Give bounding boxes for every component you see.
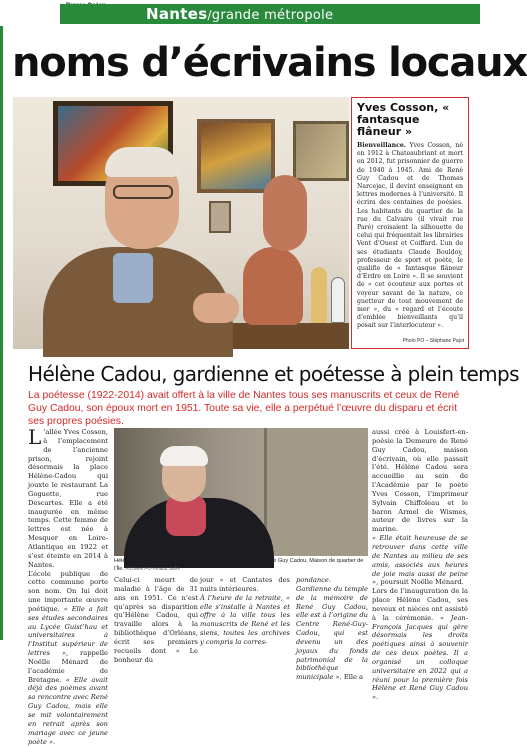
man-hair xyxy=(105,147,179,177)
painting-frame xyxy=(209,201,231,233)
section-banner xyxy=(60,4,480,24)
man-hand xyxy=(193,293,239,323)
quote: « Elle était heureuse de se retrouver dans cette ville de Nantes au milieu de ses amis, associés aux heures de joie mais aussi de peine » xyxy=(372,534,468,587)
article-column-1 xyxy=(28,425,108,746)
page-headline: noms d’écrivains locaux xyxy=(12,40,527,86)
article-column-4 xyxy=(296,576,368,682)
page-header xyxy=(0,0,480,26)
painting-frame xyxy=(197,119,275,193)
quote: À l’heure de la retraite, « elle s’installe à Nantes et offre à la ville tous les manuscrits de René et les siens, toutes les archives y compris la corres- xyxy=(200,593,290,646)
figurine xyxy=(311,267,327,323)
photo-helene-cadou xyxy=(114,428,368,556)
man-shirt xyxy=(113,253,153,303)
article-column-3 xyxy=(200,576,290,647)
woman-scarf xyxy=(166,496,206,536)
paragraph: L’école publique de cette commune porte son nom. On lui doit une importante œuvre poétique. xyxy=(28,569,108,613)
sculpture-head xyxy=(263,175,307,251)
article-subhead: La poétesse (1922-2014) avait offert à la ville de Nantes tous ses manuscrits et ceux de René Guy Cadou, son époux mort en 1951. Toute sa vie, elle a perpétué l’œuvre du disparu et écrit ses propres poésies. xyxy=(28,390,460,427)
article-column-2: Celui-ci meurt de maladie à l’âge de 31 ans en 1951. Ce n’est qu’après sa disparition qu’Hélène Cadou, qui travaille alors à la bibliothèque d’Orléans, écrit ses premiers recueils dont « Le bonheur du xyxy=(114,576,198,664)
paragraph: , rappelle Noëlle Ménard de l’académie de Bretagne. xyxy=(28,649,108,684)
quote: « Elle a fait ses études secondaires au Lycée Guist’hau et universitaires à l’Institut supérieur de lettres » xyxy=(28,604,108,658)
section-name: grande métropole xyxy=(211,8,334,23)
glasses xyxy=(113,185,173,199)
caption-text: Hélène Cadou en 2008 lors de l’inauguration de la plaque à René Guy Cadou, Maison de quartier de l’Île. xyxy=(114,558,364,572)
sidebar-box xyxy=(351,97,469,349)
section-city: Nantes xyxy=(146,5,208,23)
shelf xyxy=(213,323,349,349)
painting-frame xyxy=(293,121,349,181)
section-separator: / xyxy=(207,8,212,22)
paragraph: . xyxy=(376,693,379,702)
figurine xyxy=(331,277,345,323)
sidebar-body xyxy=(357,142,463,331)
paragraph: ’allée Yves Cosson, à l’emplacement de l’ancienne prison, rejoint désormais la place Hélène-Cadou qui jouxte le restaurant La Goguette, rue Descartes. Elle a été inaugurée en même temps. Cette femme de lettres est née à Mesquer en Loire-Atlantique en 1922 et s’est éteinte en 2014 à Nantes. xyxy=(28,428,108,569)
caption-credit: Archives PO-Arnaud Jaffré xyxy=(125,566,181,571)
sidebar-lead: Bienveillance. xyxy=(357,142,406,149)
paragraph: . Elle a xyxy=(339,673,364,682)
section-title xyxy=(146,5,333,23)
sidebar-text: Yves Cosson, né en 1912 à Chateaubriant et mort en 2012, fut prisonnier de guerre de 1940 à 1945. Ami de René Guy Cadou et de Thomas Narcejac, il devint enseignant en lettres modernes à l’université. Il écrira des centaines de poésies. Les habitants du quartier de la rue du Calvaire (il vivait rue Paré) croisaient la silhouette de celui qui fréquentait les librairies Vent d’Ouest et Coiffard. L’un de ses étudiants Claude Bouldoy, professeur de sport et poète, le qualifie de « fantasque flâneur d’Erdre en Loire ». Il se souvient de « cet écouteur aux portes et voyeur savant de la nature, ce guetteur de tout mouvement de mer », du « regard et l’écoute d’emblée bienveillants qu’il posait sur l’interlocuteur ». xyxy=(357,142,463,330)
photo-yves-cosson xyxy=(13,97,349,349)
quote: « Elle avait déjà des poèmes avant sa rencontre avec René Guy Cadou, mais elle se mit volontairement en retrait après son mariage avec ce jeune poète » xyxy=(28,675,108,746)
plaque-wall xyxy=(264,428,368,556)
drop-cap: L xyxy=(28,425,42,449)
paragraph: , poursuit Noëlle Ménard. xyxy=(376,578,464,587)
photo-credit: Photo PO – Stéphane Pajot xyxy=(402,338,464,344)
sculpture xyxy=(243,247,303,325)
paragraph: . xyxy=(53,737,56,746)
quote: « Jean-François Jacques qui gère désormais les droits poétiques ainsi à souvenir de ces deux poètes. Il a organisé un colloque universitaire en 2022 qui a réuni pour la première fois Hélène et René Guy Cadou » xyxy=(372,613,468,702)
paragraph: jour » et Cantates des nuits intérieures. xyxy=(200,576,290,593)
paragraph: aussi créé à Louisfert-en-poésie la Demeure de René Guy Cadou, maison d’écrivain, où elle passait l’été. Hélène Cadou sera accueillie au sein de l’Académie par le poète Yves Cosson, l’imprimeur Sylvain Chiffoleau et le baron Armel de Wismes, auteur de livres sur la marine. xyxy=(372,428,468,534)
photo-caption xyxy=(114,558,368,573)
article-title: Hélène Cadou, gardienne et poétesse à plein temps xyxy=(28,362,519,386)
sidebar-title: Yves Cosson, « fantasque flâneur » xyxy=(357,101,450,138)
quote: pondance. Gardienne du temple de la mémoire de René Guy Cadou, elle est à l’origine du Centre René-Guy-Cadou, qui est devenu un des joyaux du fonds patrimonial de la bibliothèque municipale » xyxy=(296,576,368,682)
woman-hair xyxy=(160,446,208,466)
paragraph: Lors de l’inauguration de la place Hélène Cadou, ses neveux et nièces ont assisté à la cérémonie. xyxy=(372,587,468,622)
article-column-5 xyxy=(372,428,468,702)
section-color-rule xyxy=(0,0,3,640)
